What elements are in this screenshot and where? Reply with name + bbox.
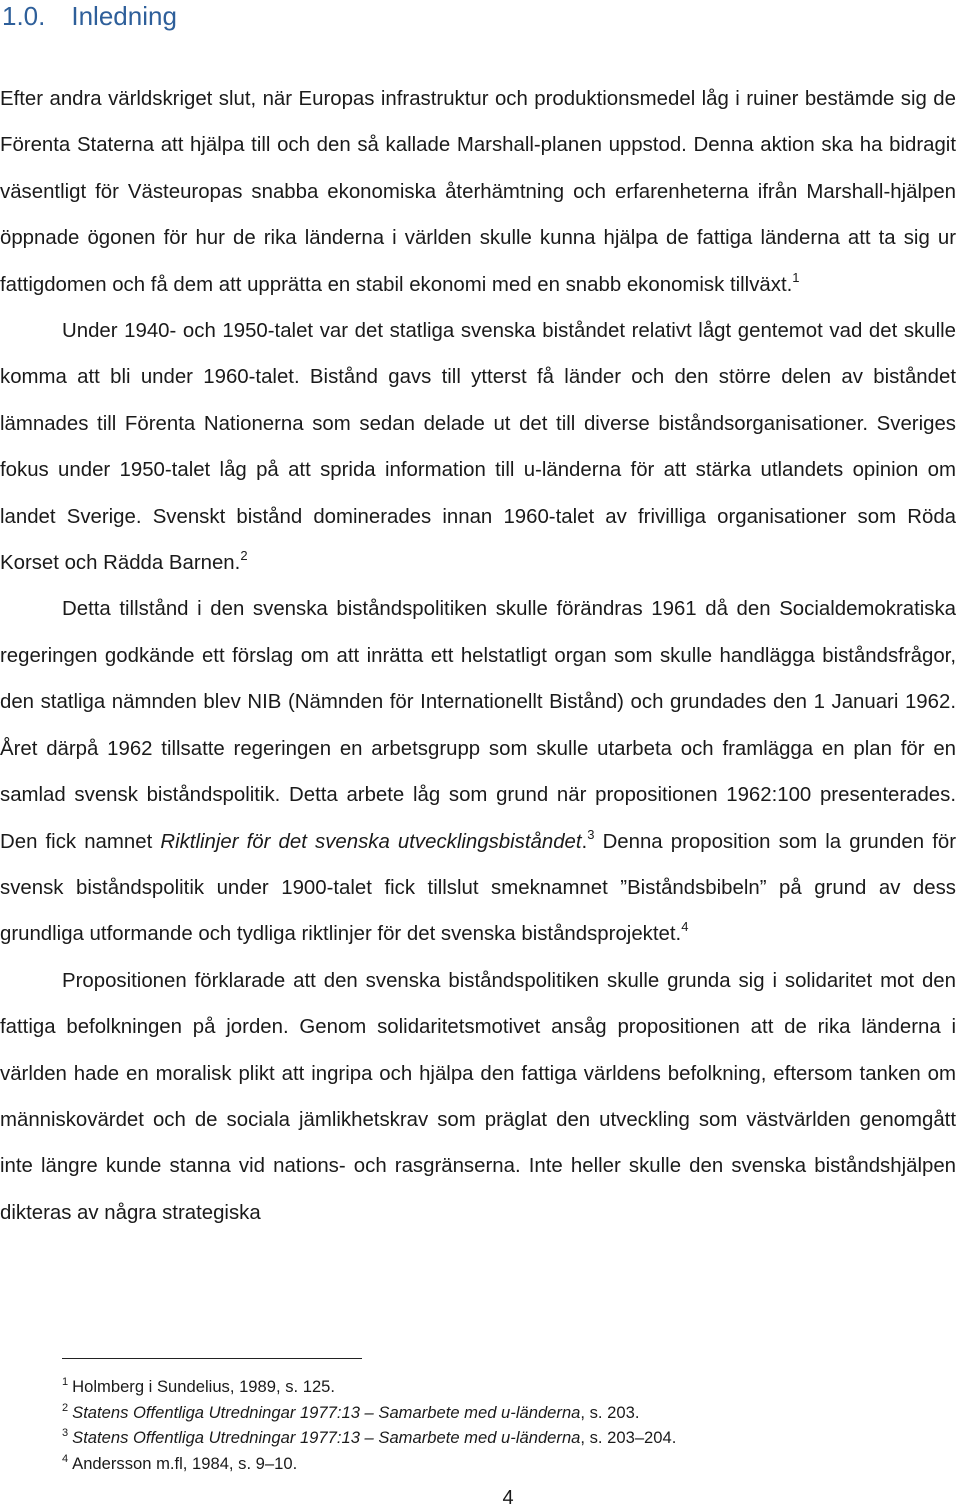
paragraph-3-text-a: Detta tillstånd i den svenska biståndspolitiken skulle förändras 1961 då den Socialdemokratiska regeringen godkände ett förslag om att inrätta ett helstatligt organ som skulle handlägga biståndsfrågor, den statliga nämnden blev NIB (Nämnden för Internationellt Bistånd) och grundades den 1 Januari 1962. Året därpå 1962 tillsatte regeringen en arbetsgrupp som skulle utarbeta och framlägga en plan för en samlad svensk biståndspolitik. Detta arbete låg som grund när propositionen 1962:100 presenterades. Den fick namnet [0,598,956,853]
footnote-number: 3 [62,1427,69,1439]
footnote-text: , s. 203. [580,1402,640,1422]
paragraph-2 [0,308,956,586]
body-text [0,76,956,1236]
paragraph-3-text-c: Denna proposition som la grunden för svensk biståndspolitik under 1900-talet fick tillslut smeknamnet ”Biståndsbibeln” på grund av dess grundliga utformande och tydliga riktlinjer för det svenska biståndsprojektet. [0,830,956,946]
footnote-ref-3: 3 [587,826,595,842]
footnote-text: Holmberg i Sundelius, 1989, s. 125. [72,1377,336,1396]
footnote-text: , s. 203–204. [580,1428,677,1447]
section-heading [2,0,177,32]
page-number: 4 [502,1487,514,1509]
footnote-1 [62,1374,942,1400]
paragraph-4-text: Propositionen förklarade att den svenska biståndspolitiken skulle grunda sig i solidaritet mot den fattiga befolkningen på jorden. Genom solidaritetsmotivet ansåg propositionen att de rika länderna i världen hade en moralisk plikt att ingripa och hjälpa den fattiga världens befolkning, eftersom tanken om människovärdet och de sociala jämlikhetskrav som präglat den utveckling som västvärlden genomgått inte längre kunde stanna vid nations- och rasgränserna. Inte heller skulle den svenska biståndshjälpen dikteras av några strategiska [0,969,956,1224]
footnote-number: 4 [62,1452,69,1465]
paragraph-1-text: Efter andra världskriget slut, när Europas infrastruktur och produktionsmedel låg i ruiner bestämde sig de Förenta Staterna att hjälpa till och den så kallade Marshall-planen uppstod. Denna aktion ska ha bidragit väsentligt för Västeuropas snabba ekonomiska återhämtning och erfarenheterna ifrån Marshall-hjälpen öppnade ögonen för hur de rika länderna i världen skulle kunna hjälpa de fattiga länderna att ta sig ur fattigdomen och få dem att upprätta en stabil ekonomi med en snabb ekonomisk tillväxt. [0,88,956,296]
paragraph-3 [0,586,956,957]
footnote-2 [62,1400,942,1426]
footnotes [62,1374,942,1476]
footnote-number: 1 [62,1376,69,1388]
footnote-source-title: Statens Offentliga Utredningar 1977:13 – Samarbete med u-länderna [72,1428,581,1447]
footnote-source-title: Statens Offentliga Utredningar 1977:13 – Samarbete med u-länderna [72,1402,581,1422]
footnote-number: 2 [62,1401,69,1414]
footnote-ref-4: 4 [681,919,689,935]
footnote-separator [62,1358,362,1359]
paragraph-1 [0,76,956,308]
paragraph-3-text-b: . [581,830,588,853]
footnote-ref-2: 2 [240,548,248,564]
footnote-ref-1: 1 [792,269,800,285]
section-number: 1.0. [2,1,46,31]
footnote-3 [62,1425,942,1451]
footnote-4 [62,1451,942,1477]
paragraph-4 [0,958,956,1236]
paragraph-2-text: Under 1940- och 1950-talet var det statliga svenska biståndet relativt lågt gentemot vad det skulle komma att bli under 1960-talet. Bistånd gavs till ytterst få länder och den större delen av biståndet lämnades till Förenta Nationerna som sedan delade ut det till diverse biståndsorganisationer. Sveriges fokus under 1950-talet låg på att sprida information till u-länderna för att stärka utlandets opinion om landet Sverige. Svenskt bistånd dominerades innan 1960-talet av frivilliga organisationer som Röda Korset och Rädda Barnen. [0,320,956,575]
section-title: Inledning [71,1,177,31]
footnote-text: Andersson m.fl, 1984, s. 9–10. [72,1453,298,1473]
proposition-title: Riktlinjer för det svenska utvecklingsbiståndet [160,830,582,853]
